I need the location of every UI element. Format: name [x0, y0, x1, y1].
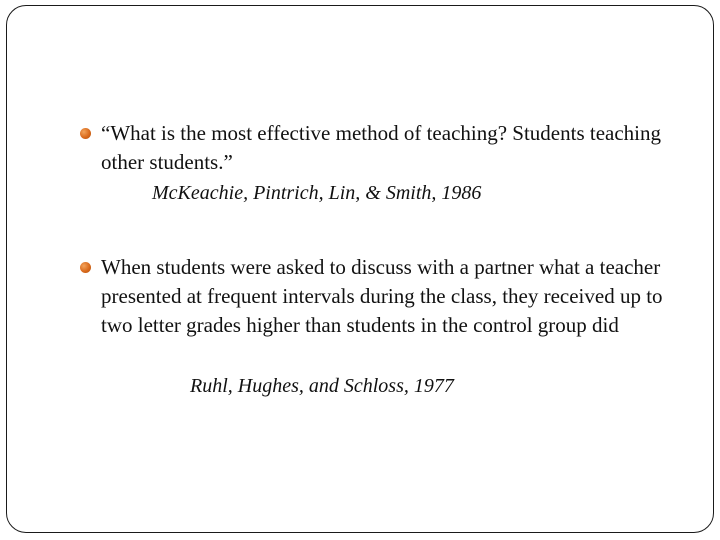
bullet-dot-icon	[80, 128, 91, 139]
quote-citation: McKeachie, Pintrich, Lin, & Smith, 1986	[152, 182, 482, 204]
study-text: When students were asked to discuss with a partner what a teacher presented at frequent intervals during the class, they received up to two letter grades higher than students in the control group did	[101, 255, 663, 337]
study-citation: Ruhl, Hughes, and Schloss, 1977	[190, 375, 454, 397]
quote-text: “What is the most effective method of teaching? Students teaching other students.”	[101, 121, 662, 174]
bullet-dot-icon	[80, 262, 91, 273]
